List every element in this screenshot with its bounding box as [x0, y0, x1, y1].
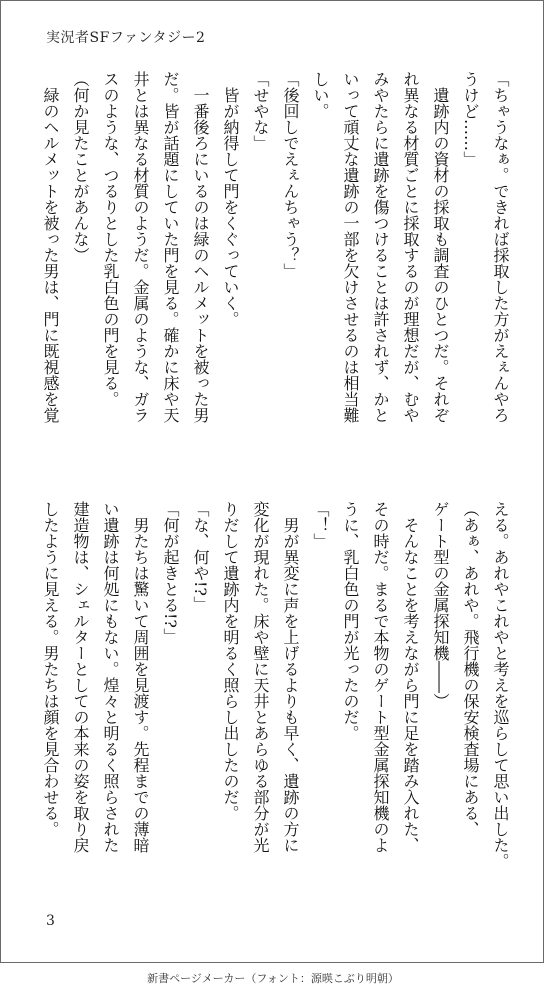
text-line: 「！」: [311, 501, 330, 549]
text-line: 緑のヘルメットを被った男は、門に既視感を覚: [41, 71, 60, 423]
text-line: 一番後ろにいるのは緑のヘルメットを被った男: [191, 71, 210, 423]
text-line: 遺跡内の資材の採取も調査のひとつだ。それぞ: [431, 71, 450, 423]
text-line: （何か見たことがあんな）: [71, 71, 90, 263]
text-line: だ。皆が話題にしていた門を見る。確かに床や天: [161, 71, 180, 423]
text-line: 井とは異なる材質のようだ。金属のような、ガラ: [131, 71, 150, 423]
lower-text-block: [43, 501, 515, 906]
footer-credit: 新書ページメーカー（フォント：源暎こぶり明朝）: [147, 972, 399, 985]
text-line: 「な、何や!?」: [191, 501, 210, 613]
text-line: そんなことを考えながら門に足を踏み入れた、: [401, 501, 420, 853]
text-line: その時だ。まるで本物のゲート型金属探知機のよ: [371, 501, 390, 853]
text-line: 「せやな」: [251, 71, 270, 151]
upper-text-block: [43, 71, 515, 476]
text-line: 「後回しでえぇんちゃう？」: [281, 71, 300, 279]
text-line: 変化が現れた。床や壁に天井とあらゆる部分が光: [251, 501, 270, 853]
text-line: りだして遺跡内を明るく照らし出したのだ。: [221, 501, 240, 821]
text-line: ゲート型の金属探知機――）: [431, 501, 450, 709]
text-line: （あぁ、あれや。飛行機の保安検査場にある、: [461, 501, 480, 837]
text-line: える。あれやこれやと考えを巡らして思い出した。: [491, 501, 510, 869]
text-line: しい。: [311, 71, 330, 119]
text-line: いって頑丈な遺跡の一部を欠けさせるのは相当難: [341, 71, 360, 423]
text-line: スのような、つるりとした乳白色の門を見る。: [101, 71, 120, 407]
text-line: 男が異変に声を上げるよりも早く、遺跡の方に: [281, 501, 300, 853]
text-line: れ異なる材質ごとに採取するのが理想だが、むや: [401, 71, 420, 423]
text-line: うけど……」: [461, 71, 480, 167]
running-header: 実況者SFファンタジー2: [46, 30, 206, 46]
text-line: したように見える。男たちは顔を見合わせる。: [41, 501, 60, 837]
text-line: 皆が納得して門をくぐっていく。: [221, 71, 240, 327]
text-line: 建造物は、シェルターとしての本来の姿を取り戻: [71, 501, 90, 853]
text-line: 「何が起きとる!?」: [161, 501, 180, 645]
text-line: うに、乳白色の門が光ったのだ。: [341, 501, 360, 741]
text-line: い遺跡は何処にもない。煌々と明るく照らされた: [101, 501, 120, 853]
text-line: みやたらに遺跡を傷つけることは許されず、かと: [371, 71, 390, 423]
page-number: 3: [46, 913, 55, 929]
text-line: 「ちゃうなぁ。できれば採取した方がえぇんやろ: [491, 71, 510, 423]
text-line: 男たちは驚いて周囲を見渡す。先程までの薄暗: [131, 501, 150, 853]
